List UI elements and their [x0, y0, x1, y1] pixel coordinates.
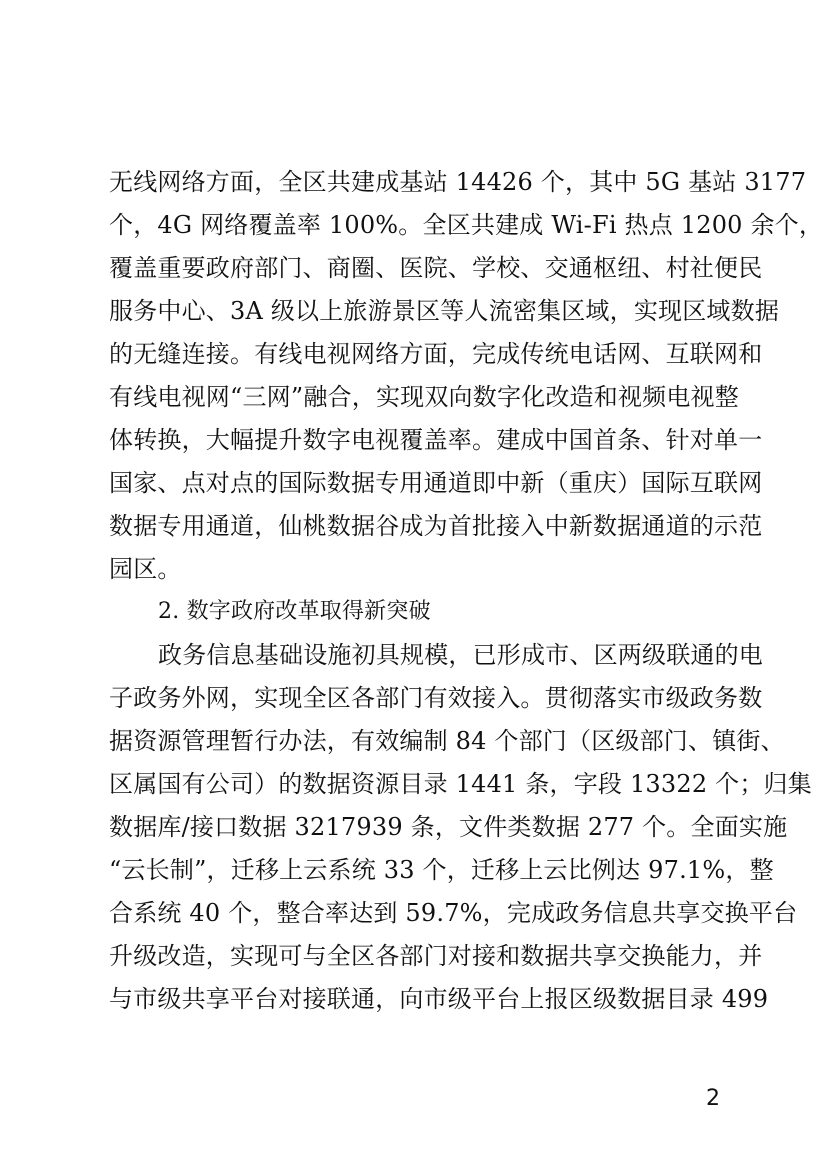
- text-line: 与市级共享平台对接联通，向市级平台上报区级数据目录 499: [109, 985, 769, 1013]
- text-line: 体转换，大幅提升数字电视覆盖率。建成中国首条、针对单一: [109, 426, 763, 454]
- text-line: “云长制”，迁移上云系统 33 个，迁移上云比例达 97.1%，整: [109, 856, 774, 884]
- text-line: 升级改造，实现可与全区各部门对接和数据共享交换能力，并: [109, 942, 763, 970]
- text-line: 的无缝连接。有线电视网络方面，完成传统电话网、互联网和: [109, 340, 763, 368]
- text-line: 据资源管理暂行办法，有效编制 84 个部门（区级部门、镇街、: [109, 727, 785, 755]
- page-number: 2: [706, 1086, 720, 1111]
- text-line: 政务信息基础设施初具规模，已形成市、区两级联通的电: [158, 641, 763, 669]
- text-line: 无线网络方面，全区共建成基站 14426 个，其中 5G 基站 3177: [109, 168, 807, 196]
- text-line: 个，4G 网络覆盖率 100%。全区共建成 Wi-Fi 热点 1200 余个，: [109, 211, 824, 239]
- text-line: 国家、点对点的国际数据专用通道即中新（重庆）国际互联网: [109, 469, 763, 497]
- text-line: 园区。: [109, 555, 182, 583]
- text-line: 合系统 40 个，整合率达到 59.7%，完成政务信息共享交换平台: [109, 899, 798, 927]
- text-line: 区属国有公司）的数据资源目录 1441 条，字段 13322 个；归集: [109, 770, 812, 798]
- text-line: 覆盖重要政府部门、商圈、医院、学校、交通枢纽、村社便民: [109, 254, 763, 282]
- text-line: 数据专用通道，仙桃数据谷成为首批接入中新数据通道的示范: [109, 512, 763, 540]
- text-line: 服务中心、3A 级以上旅游景区等人流密集区域，实现区域数据: [109, 297, 780, 325]
- section-heading: 2. 数字政府改革取得新突破: [158, 599, 431, 624]
- text-line: 有线电视网“三网”融合，实现双向数字化改造和视频电视整: [109, 383, 739, 411]
- text-line: 数据库/接口数据 3217939 条，文件类数据 277 个。全面实施: [109, 813, 788, 841]
- text-line: 子政务外网，实现全区各部门有效接入。贯彻落实市级政务数: [109, 684, 763, 712]
